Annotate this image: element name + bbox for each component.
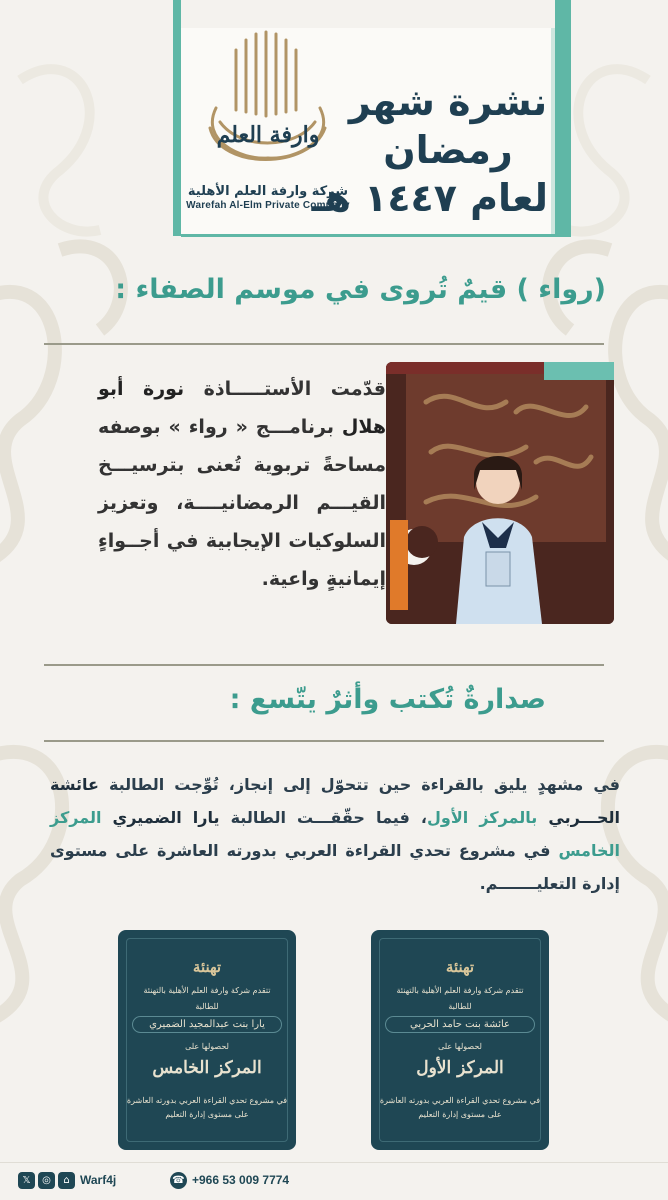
student-name-1: عائشة الحـــربي	[50, 775, 620, 827]
certificate-to: للطالبة	[448, 1002, 472, 1011]
header-accent-stripe	[555, 0, 571, 236]
certificate-level: على مستوى إدارة التعليم	[418, 1110, 502, 1119]
social-handle[interactable]: Warf4j	[80, 1173, 117, 1187]
section2-text: في مشهدٍ يليق بالقراءة حين تتحوّل إلى إنجاز، تُوِّجت الطالبة	[98, 775, 620, 794]
section2-space	[101, 808, 112, 827]
twitter-icon[interactable]: 𝕏	[18, 1172, 35, 1189]
photo-accent-teal	[544, 362, 614, 380]
title-line-3: لعام ١٤٤٧ هـ	[311, 176, 548, 220]
section1-text: برنامـــج « رواء » بوصفه مساحةً تربوية تُعنى بترسيـــخ القيـــم الرمضانيــــة، وتعزيز السلوكيات الإيجابية في أجــواءٍ إيمانيةٍ واعية.	[98, 416, 386, 590]
company-logo	[180, 30, 356, 220]
section1-title: (رواء ) قيمٌ تُروى في موسم الصفاء :	[115, 274, 606, 305]
section-divider	[44, 343, 604, 345]
certificate-intro: تتقدم شركة وارفة العلم الأهلية بالتهنئة	[396, 986, 524, 995]
footer-contacts	[0, 1172, 668, 1194]
certificate-to: للطالبة	[195, 1002, 219, 1011]
certificate-card	[118, 930, 296, 1150]
section2-title: صدارةٌ تُكتب وأثرٌ يتّسع :	[229, 684, 546, 715]
company-name-ar: شركة وارفة العلم الأهلية	[187, 184, 349, 199]
phone-number[interactable]: +966 53 009 7774	[192, 1173, 290, 1187]
whatsapp-icon[interactable]: ☎	[170, 1172, 187, 1189]
section2-text: في مشروع تحدي القراءة العربي بدورته العاشرة على مستوى إدارة التعليـــــــم.	[50, 841, 620, 893]
certificate-project: في مشروع تحدي القراءة العربي بدورته العاشرة	[126, 1096, 288, 1105]
certificate-rank: المركز الخامس	[152, 1058, 262, 1078]
photo-accent-orange	[390, 520, 408, 610]
section2-space	[537, 808, 548, 827]
certificate-student-name: عائشة بنت حامد الحربي	[385, 1016, 535, 1033]
section1-paragraph	[98, 370, 386, 598]
rank-2: المركز الخامس	[50, 808, 620, 860]
rank-1: بالمركز الأول	[426, 808, 538, 827]
section-divider	[44, 664, 604, 666]
certificate-intro: تتقدم شركة وارفة العلم الأهلية بالتهنئة	[143, 986, 271, 995]
instagram-icon[interactable]: ◎	[38, 1172, 55, 1189]
certificate-for: لحصولها على	[185, 1042, 229, 1051]
certificate-for: لحصولها على	[438, 1042, 482, 1051]
student-name-2: يارا الضميري	[112, 808, 220, 827]
teacher-name: نورة أبو هلال	[98, 378, 386, 438]
section1-text: قدّمت الأستـــــاذة	[184, 378, 386, 400]
logo-emblem	[180, 30, 356, 180]
certificate-level: على مستوى إدارة التعليم	[165, 1110, 249, 1119]
header-bottom-line	[181, 234, 571, 237]
section2-text: ، فيما حقّقـــت الطالبة	[219, 808, 427, 827]
company-name-en: Warefah Al-Elm Private Company	[186, 200, 350, 211]
certificate-heading: تهنئة	[192, 958, 222, 976]
certificate-heading: تهنئة	[445, 958, 475, 976]
student-photo	[386, 362, 614, 624]
section2-paragraph	[50, 768, 620, 900]
certificate-rank: المركز الأول	[416, 1058, 504, 1078]
newsletter-title	[311, 78, 548, 222]
title-line-1: نشرة شهر	[348, 80, 548, 124]
logo-calligraphy: وارفة العلم	[216, 122, 320, 148]
certificate-card	[371, 930, 549, 1150]
certificate-project: في مشروع تحدي القراءة العربي بدورته العاشرة	[379, 1096, 541, 1105]
certificate-student-name: يارا بنت عبدالمجيد الضميري	[132, 1016, 282, 1033]
section-divider	[44, 740, 604, 742]
snapchat-icon[interactable]: ⌂	[58, 1172, 75, 1189]
title-line-2: رمضان	[383, 128, 513, 172]
